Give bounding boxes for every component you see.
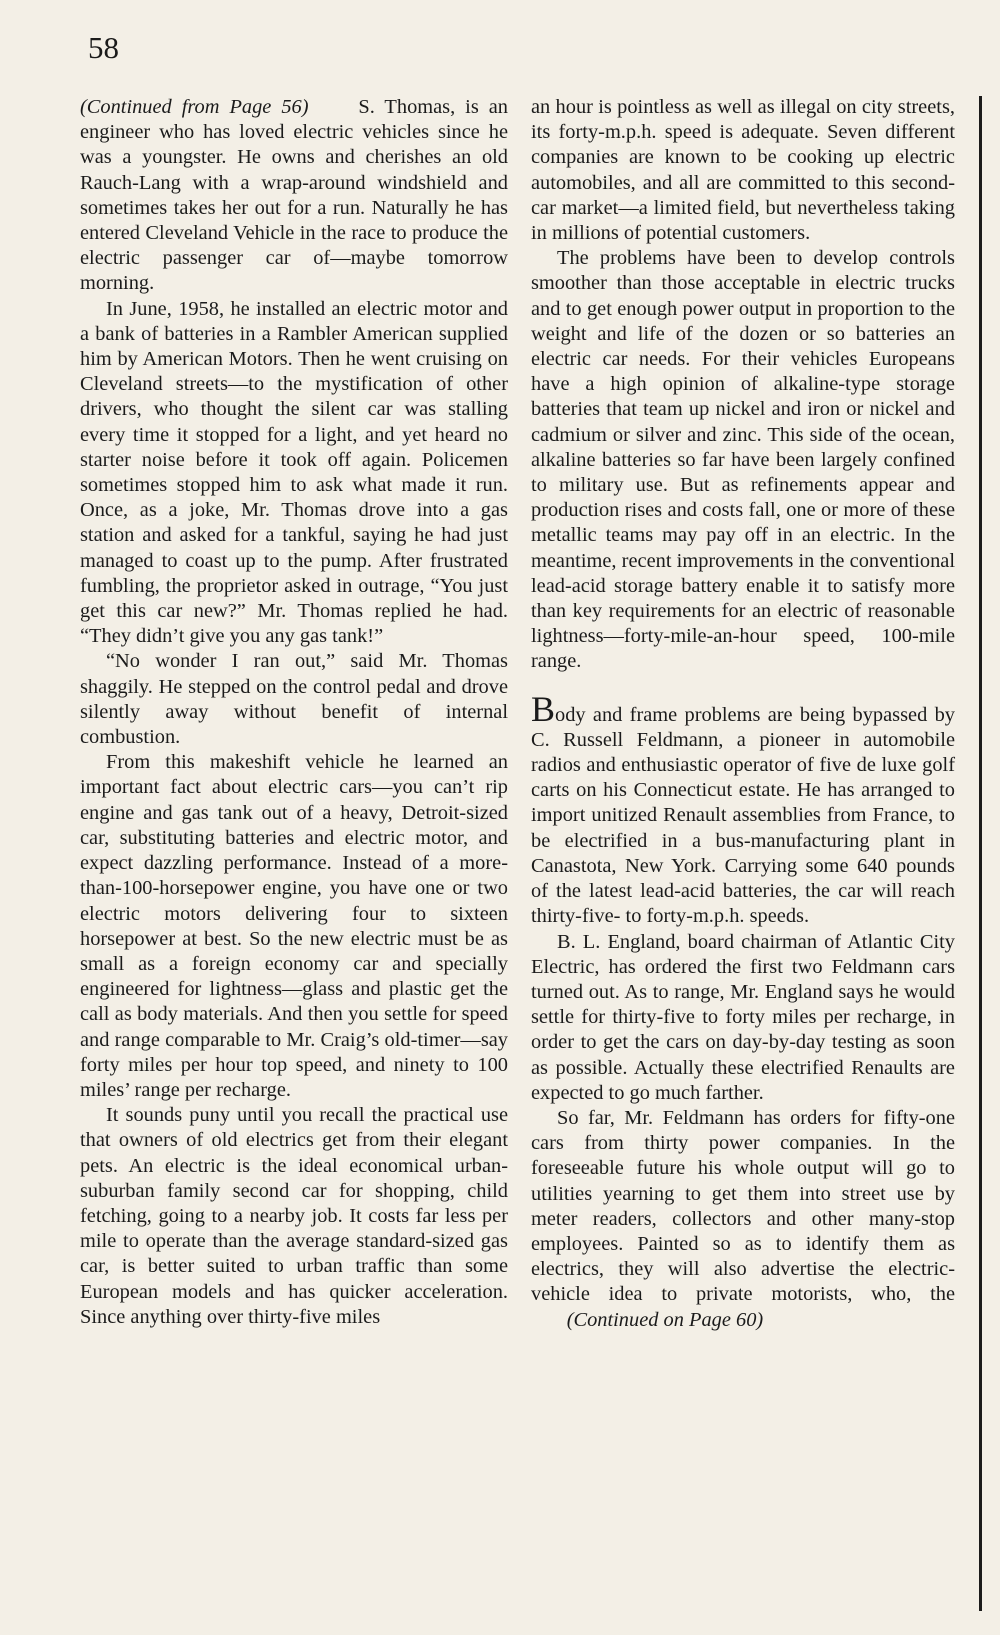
paragraph: an hour is pointless as well as illegal on city streets, its forty-m.p.h. speed is adequate. Seven different companies are known to be cooking up electric automobiles, and all are committed to this second-car market—a limited field, but nevertheless taking in millions of potential customers. bbox=[531, 96, 955, 245]
paragraph: The problems have been to develop controls smoother than those acceptable in electric trucks and to get enough power output in proportion to the weight and life of the dozen or so batteries an electric car needs. For their vehicles Europeans have a high opinion of alkaline-type storage batteries that team up nickel and iron or nickel and cadmium or silver and zinc. This side of the ocean, alkaline batteries so far have been largely confined to military use. But as refinements appear and production rises and costs fall, one or more of these metallic teams may pay off in an electric. In the meantime, recent improvements in the conventional lead-acid storage battery enable it to satisfy more than key requirements for an electric of reasonable lightness—forty-mile-an-hour speed, 100-mile range. bbox=[531, 247, 955, 673]
paragraph: “No wonder I ran out,” said Mr. Thomas shaggily. He stepped on the control pedal and drove silently away without benefit of internal combustion. bbox=[80, 650, 508, 749]
left-column bbox=[80, 95, 508, 1330]
paragraph: It sounds puny until you recall the practical use that owners of old electrics get from their elegant pets. An electric is the ideal economical urban-suburban family second car for shopping, child fetching, going to a nearby job. It costs far less per mile to operate than the average standard-sized gas car, is better suited to urban traffic than some European models and has quicker acceleration. Since anything over thirty-five miles bbox=[80, 1104, 508, 1328]
right-column bbox=[531, 95, 955, 1333]
paragraph bbox=[80, 95, 508, 297]
page-number: 58 bbox=[88, 30, 119, 65]
section-paragraph bbox=[531, 688, 955, 930]
paragraph: From this makeshift vehicle he learned an important fact about electric cars—you can’t rip engine and gas tank out of a heavy, Detroit-sized car, substituting batteries and electric motor, and expect dazzling performance. Instead of a more-than-100-horsepower engine, you have one or two electric motors delivering four to sixteen horsepower at best. So the new electric must be as small as a foreign economy car and specially engineered for lightness—glass and plastic get the call as body materials. And then you settle for speed and range comparable to Mr. Craig’s old-timer—say forty miles per hour top speed, and ninety to 100 miles’ range per recharge. bbox=[80, 751, 508, 1101]
continued-from-note: (Continued from Page 56) bbox=[80, 96, 309, 118]
continued-on-note: (Continued on Page 60) bbox=[566, 1308, 764, 1331]
paragraph bbox=[531, 1106, 955, 1333]
column-rule bbox=[979, 96, 982, 1611]
paragraph-text: S. Thomas, is an engineer who has loved electric vehicles since he was a youngster. He owns and cherishes an old Rauch-Lang with a wrap-around windshield and sometimes takes her out for a run. Naturally he has entered Cleveland Vehicle in the race to produce the electric passenger car of—maybe tomorrow morning. bbox=[80, 96, 508, 295]
paragraph-text: So far, Mr. Feldmann has orders for fifty-one cars from thirty power companies. In the foreseeable future his whole output will go to utilities yearning to get them into street use by meter readers, collectors and other many-stop employees. Painted so as to identify them as electrics, they will also advertise the electric-vehicle idea to private motorists, who, the bbox=[531, 1106, 955, 1306]
paragraph-text: ody and frame problems are being bypassed by C. Russell Feldmann, a pioneer in automobile radios and enthusiastic operator of five de luxe golf carts on his Connecticut estate. He has arranged to import unitized Renault assemblies from France, to be electrified in a bus-manufacturing plant in Canastota, New York. Carrying some 640 pounds of the latest lead-acid batteries, the car will reach thirty-five- to forty-m.p.h. speeds. bbox=[531, 703, 955, 928]
paragraph: B. L. England, board chairman of Atlantic City Electric, has ordered the first two Feldmann cars turned out. As to range, Mr. England says he would settle for thirty-five to forty miles per recharge, in order to get the cars on day-by-day testing as soon as possible. Actually these electrified Renaults are expected to go much farther. bbox=[531, 930, 955, 1104]
initial-letter: B bbox=[531, 688, 556, 729]
paragraph: In June, 1958, he installed an electric motor and a bank of batteries in a Rambler American supplied him by American Motors. Then he went cruising on Cleveland streets—to the mystification of other drivers, who thought the silent car was stalling every time it stopped for a light, and yet heard no starter noise before it took off again. Policemen sometimes stopped him to ask what made it run. Once, as a joke, Mr. Thomas drove into a gas station and asked for a tankful, saying he had just managed to coast up to the pump. After frustrated fumbling, the proprietor asked in outrage, “You just get this car new?” Mr. Thomas replied he had. “They didn’t give you any gas tank!” bbox=[80, 297, 508, 648]
